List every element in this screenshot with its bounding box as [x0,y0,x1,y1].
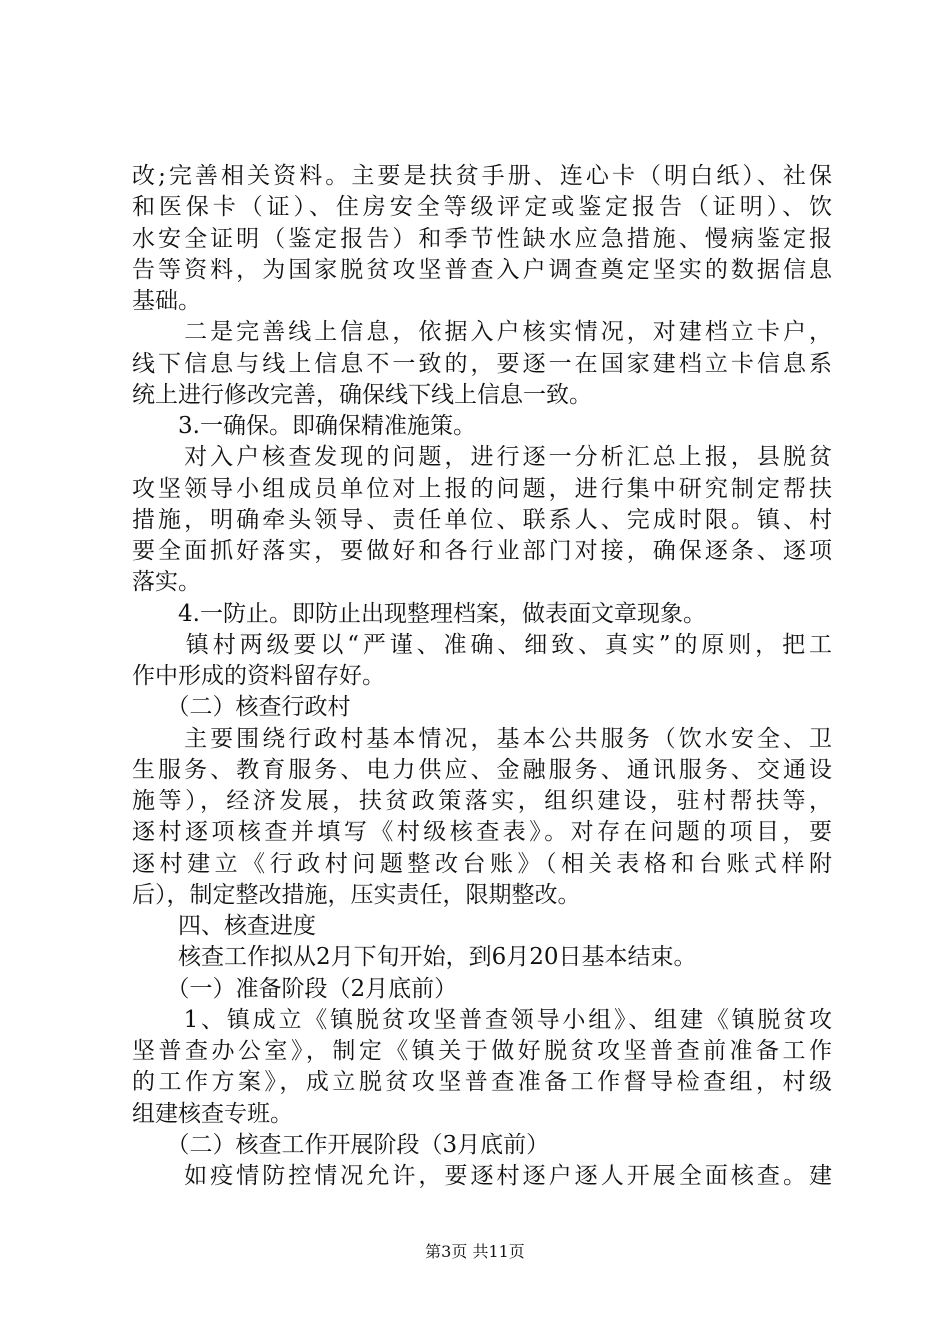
text-line: 水安全证明（鉴定报告）和季节性缺水应急措施、慢病鉴定报 [132,225,832,252]
section-heading: （二）核查工作开展阶段（3月底前） [132,1131,550,1158]
section-heading: 四、核查进度 [132,913,316,939]
text-line: 二是完善线上信息，依据入户核实情况，对建档立卡户， [132,319,832,346]
text-line: 逐村逐项核查并填写《村级核查表》。对存在问题的项目，要 [132,819,832,846]
text-line: 和医保卡（证）、住房安全等级评定或鉴定报告（证明）、饮 [132,194,832,221]
text-line: 告等资料，为国家脱贫攻坚普查入户调查奠定坚实的数据信息 [132,256,832,283]
text-line: 落实。 [132,569,201,596]
page-footer: 第3页 共11页 [425,1242,525,1261]
section-heading: （二）核查行政村 [132,694,351,721]
text-line: 组建核查专班。 [132,1100,293,1127]
section-heading: （一）准备阶段（2月底前） [132,975,458,1002]
text-line: 坚普查办公室》，制定《镇关于做好脱贫攻坚普查前准备工作 [132,1038,832,1064]
text-line: 作中形成的资料留存好。 [132,663,385,689]
text-line: 镇村两级要以“严谨、准确、细致、真实”的原则，把工 [132,631,832,658]
text-line: 后），制定整改措施，压实责任，限期整改。 [132,881,581,908]
text-line: 4.一防止。即防止出现整理档案，做表面文章现象。 [132,600,706,627]
text-line: 线下信息与线上信息不一致的，要逐一在国家建档立卡信息系 [132,350,832,377]
text-line: 攻坚领导小组成员单位对上报的问题，进行集中研究制定帮扶 [132,475,832,502]
text-line: 生服务、教育服务、电力供应、金融服务、通讯服务、交通设 [132,756,832,783]
text-line: 逐村建立《行政村问题整改台账》（相关表格和台账式样附 [132,850,832,877]
text-line: 1、镇成立《镇脱贫攻坚普查领导小组》、组建《镇脱贫攻 [132,1006,832,1033]
text-line: 基础。 [132,288,201,314]
text-line: 统上进行修改完善，确保线下线上信息一致。 [132,381,592,408]
text-line: 施等），经济发展，扶贫政策落实，组织建设，驻村帮扶等， [132,788,832,814]
text-line: 主要围绕行政村基本情况，基本公共服务（饮水安全、卫 [132,725,832,752]
text-line: 核查工作拟从2月下旬开始，到6月20日基本结束。 [132,944,697,971]
text-line: 3.一确保。即确保精准施策。 [132,413,476,439]
text-line: 如疫情防控情况允许，要逐村逐户逐人开展全面核查。建 [132,1163,832,1189]
text-line: 对入户核查发现的问题，进行逐一分析汇总上报，县脱贫 [132,444,832,471]
text-line: 的工作方案》，成立脱贫攻坚普查准备工作督导检查组，村级 [132,1069,832,1096]
text-line: 措施，明确牵头领导、责任单位、联系人、完成时限。镇、村 [132,506,832,533]
text-line: 改;完善相关资料。主要是扶贫手册、连心卡（明白纸）、社保 [132,163,832,189]
text-line: 要全面抓好落实，要做好和各行业部门对接，确保逐条、逐项 [132,538,832,564]
